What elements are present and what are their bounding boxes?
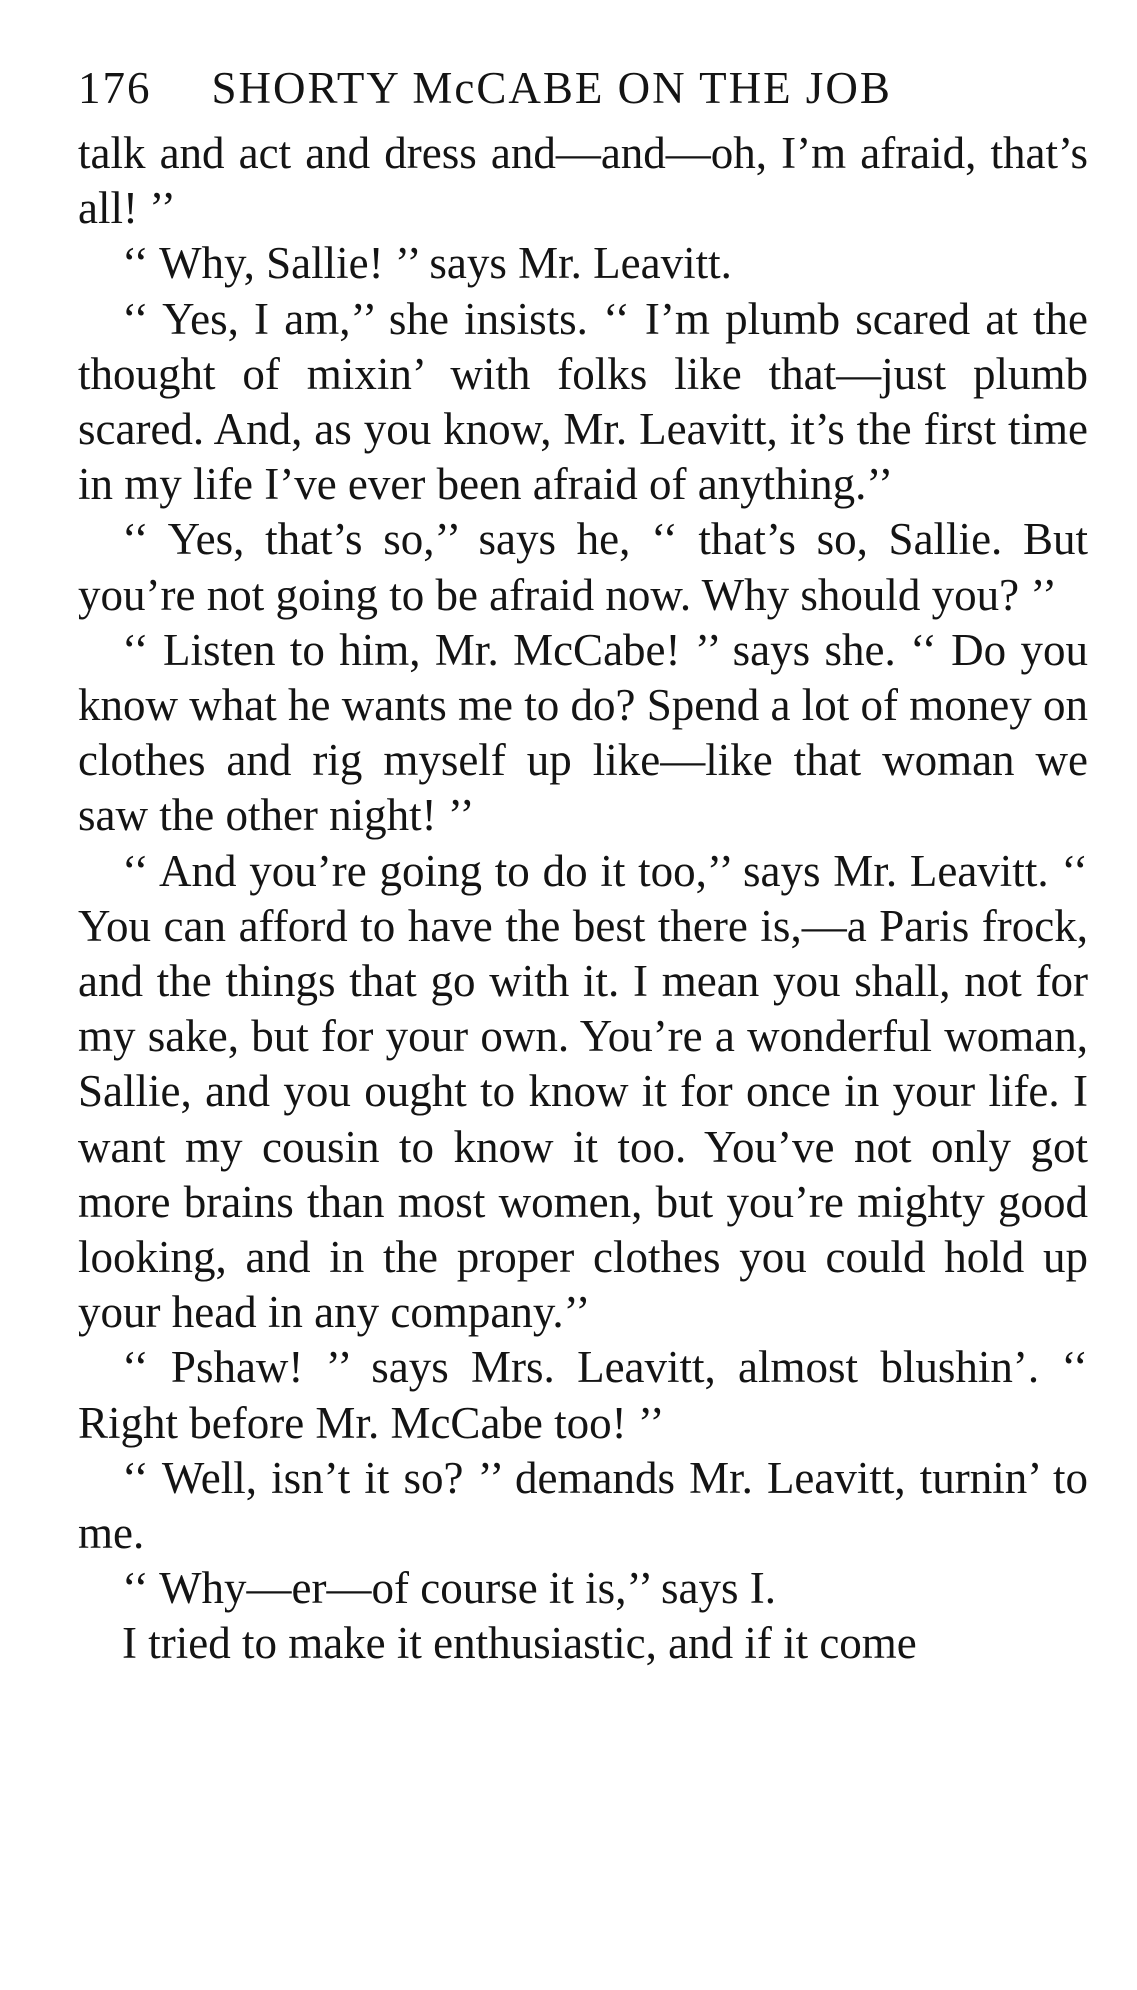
- paragraph: ‘‘ Why, Sallie! ’’ says Mr. Leavitt.: [122, 238, 732, 289]
- book-page: [78, 58, 1088, 1672]
- paragraph: ‘‘ Yes, I am,’’ she insists. ‘‘ I’m plumb scared at the thought of mixin’ with folks like that—just plumb scared. And, as you know, Mr. Leavitt, it’s the first time in my life I’ve ever been afraid of anything.’’: [78, 293, 1088, 510]
- running-header: [78, 58, 1088, 120]
- paragraph: ‘‘ Pshaw! ’’ says Mrs. Leavitt, almost blushin’. ‘‘ Right before Mr. McCabe too! ’’: [78, 1342, 1088, 1448]
- page-number: 176: [78, 63, 152, 113]
- running-title: SHORTY McCABE ON THE JOB: [211, 63, 892, 113]
- paragraph: talk and act and dress and—and—oh, I’m afraid, that’s all! ’’: [78, 128, 1088, 234]
- paragraph: ‘‘ And you’re going to do it too,’’ says Mr. Leavitt. ‘‘ You can afford to have the best there is,—a Paris frock, and the things that go with it. I mean you shall, not for my sake, but for your own. You’re a wonderful woman, Sallie, and you ought to know it for once in your life. I want my cousin to know it too. You’ve not only got more brains than most women, but you’re mighty good looking, and in the proper clothes you could hold up your head in any company.’’: [78, 845, 1088, 1338]
- paragraph: ‘‘ Yes, that’s so,’’ says he, ‘‘ that’s so, Sallie. But you’re not going to be afraid now. Why should you? ’’: [78, 514, 1088, 620]
- body-text: [78, 126, 1088, 1672]
- paragraph: I tried to make it enthusiastic, and if it come: [122, 1618, 917, 1669]
- paragraph: ‘‘ Well, isn’t it so? ’’ demands Mr. Leavitt, turnin’ to me.: [78, 1452, 1088, 1559]
- paragraph: ‘‘ Why—er—of course it is,’’ says I.: [122, 1563, 776, 1614]
- paragraph: ‘‘ Listen to him, Mr. McCabe! ’’ says she. ‘‘ Do you know what he wants me to do? Spend a lot of money on clothes and rig myself up like—like that woman we saw the other night! ’’: [78, 624, 1088, 841]
